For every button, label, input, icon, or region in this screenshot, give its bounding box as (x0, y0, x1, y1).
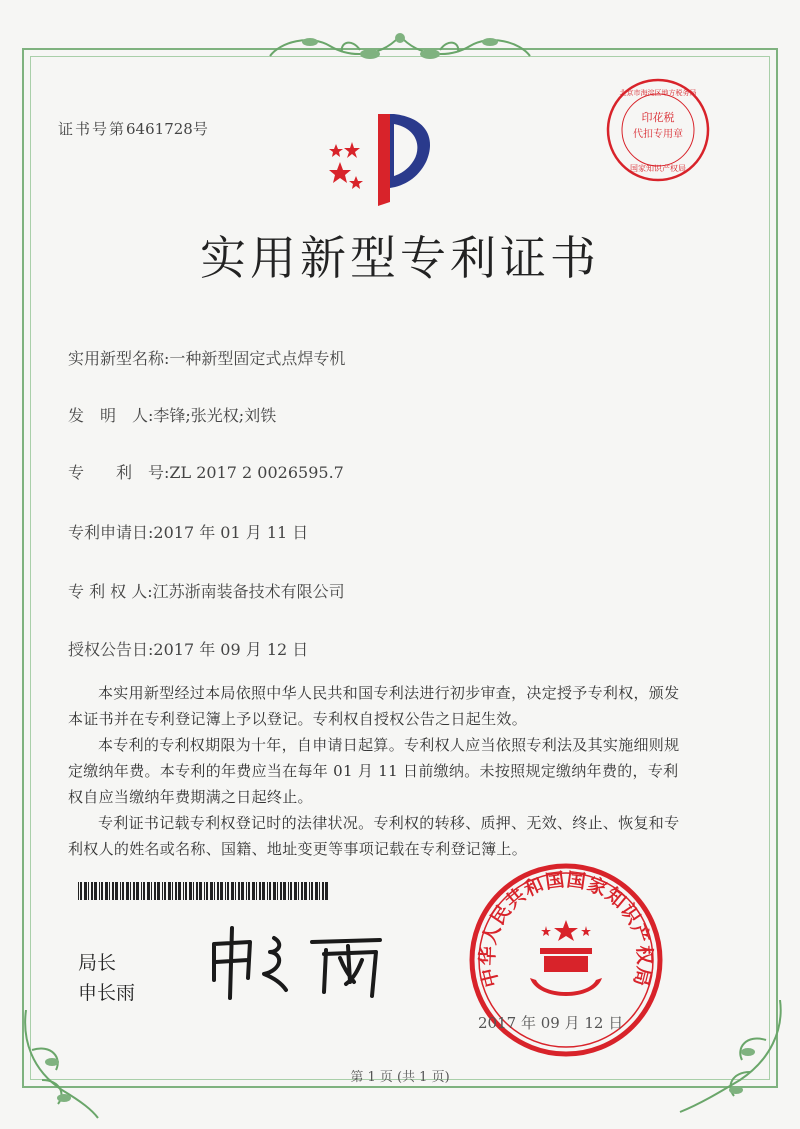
barcode-bar (259, 882, 261, 900)
barcode-bar (231, 882, 234, 900)
director-name: 申长雨 (78, 982, 136, 1004)
stamp-duty-seal-line1: 印花税 (641, 111, 675, 124)
barcode-bar (193, 882, 194, 900)
barcode-bar (241, 882, 244, 900)
barcode-bar (126, 882, 129, 900)
field-patent-number (68, 460, 344, 483)
certificate-number (58, 118, 210, 139)
barcode-bar (280, 882, 282, 900)
barcode-bar (175, 882, 177, 900)
barcode-bar (88, 882, 89, 900)
barcode-bar (122, 882, 124, 900)
barcode-bar (256, 882, 257, 900)
body-paragraph: 本实用新型经过本局依照中华人民共和国专利法进行初步审查，决定授予专利权，颁发本证书并在专利登记簿上予以登记。专利权自授权公告之日起生效。 (68, 684, 680, 728)
barcode-bar (248, 882, 250, 900)
body-paragraph: 专利证书记载专利权登记时的法律状况。专利权的转移、质押、无效、终止、恢复和专利权人的姓名或名称、国籍、地址变更等事项记载在专利登记簿上。 (68, 814, 680, 858)
field-label: 专 利 权 人: (68, 582, 153, 601)
barcode-bar (157, 882, 160, 900)
field-value: 江苏浙南装备技术有限公司 (152, 582, 345, 601)
page-number: 第 1 页 (共 1 页) (350, 1070, 450, 1085)
barcode-bar (154, 882, 156, 900)
barcode-bar (133, 882, 135, 900)
barcode-bar (143, 882, 145, 900)
certificate-title: 实用新型专利证书 (200, 231, 600, 285)
barcode-bar (112, 882, 114, 900)
barcode-bar (120, 882, 121, 900)
certificate-number-suffix: 号 (192, 120, 210, 138)
barcode-bar (206, 882, 208, 900)
certificate-number-label: 证书号第 (58, 120, 127, 138)
barcode-bar (220, 882, 223, 900)
barcode-bar (304, 882, 307, 900)
cnipa-seal-text: 中华人民共和国国家知识产权局 (476, 868, 656, 990)
barcode-bar (217, 882, 219, 900)
barcode-bar (210, 882, 213, 900)
field-value: 2017 年 09 月 12 日 (153, 640, 309, 659)
barcode-bar (252, 882, 255, 900)
field-label: 实用新型名称: (68, 349, 170, 368)
field-value: ZL 2017 2 0026595.7 (169, 463, 344, 482)
field-value: 李锋;张光权;刘铁 (153, 406, 277, 425)
director-title: 局长 (78, 952, 117, 974)
barcode-bar (227, 882, 229, 900)
top-ornament (250, 28, 550, 72)
barcode-bar (269, 882, 271, 900)
field-value: 2017 年 01 月 11 日 (153, 523, 309, 542)
barcode-bar (172, 882, 173, 900)
barcode-bar (84, 882, 87, 900)
barcode-bar (168, 882, 171, 900)
barcode-bar (141, 882, 142, 900)
field-grant-date (68, 637, 308, 660)
barcode-bar (238, 882, 240, 900)
barcode-bar (196, 882, 198, 900)
bottom-left-ornament (12, 1010, 102, 1120)
barcode-bar (183, 882, 184, 900)
barcode-bar (78, 882, 79, 900)
barcode-bar (309, 882, 310, 900)
field-application-date (68, 520, 308, 543)
barcode-bar (246, 882, 247, 900)
barcode-bar (91, 882, 93, 900)
barcode-bar (301, 882, 303, 900)
certificate-number-value: 6461728 (126, 120, 193, 138)
field-inventors (68, 403, 276, 426)
barcode-bar (262, 882, 265, 900)
barcode-bar (101, 882, 103, 900)
field-label: 专 利 号: (68, 463, 170, 482)
barcode-bar (162, 882, 163, 900)
barcode-bar (267, 882, 268, 900)
barcode-bar (109, 882, 110, 900)
barcode-bar (290, 882, 292, 900)
barcode-bar (283, 882, 286, 900)
barcode-bar (189, 882, 192, 900)
barcode (78, 882, 328, 900)
barcode-bar (151, 882, 152, 900)
barcode-bar (322, 882, 324, 900)
body-paragraph: 本专利的专利权期限为十年，自申请日起算。专利权人应当依照专利法及其实施细则规定缴纳年费。本专利的年费应当在每年 01 月 11 日前缴纳。未按照规定缴纳年费的，专利权自应当缴纳年费期满之日起终止。 (68, 736, 680, 806)
barcode-bar (94, 882, 97, 900)
bottom-right-ornament (660, 1000, 790, 1120)
stamp-duty-seal (603, 75, 713, 185)
stamp-duty-seal-outer-text: 北京市海淀区地方税务局 (619, 89, 697, 97)
field-label: 授权公告日: (68, 640, 154, 659)
field-utility-model-name (68, 346, 345, 369)
stamp-duty-seal-line2: 代扣专用章 (633, 129, 683, 140)
barcode-bar (288, 882, 289, 900)
barcode-bar (204, 882, 205, 900)
barcode-bar (214, 882, 215, 900)
barcode-bar (199, 882, 202, 900)
certificate-body (68, 680, 686, 862)
barcode-bar (277, 882, 278, 900)
barcode-bar (185, 882, 187, 900)
barcode-bar (178, 882, 181, 900)
stamp-duty-seal-bottom-text: 国家知识产权局 (630, 164, 686, 173)
barcode-bar (99, 882, 100, 900)
barcode-bar (147, 882, 150, 900)
barcode-bar (225, 882, 226, 900)
patent-office-emblem (318, 110, 448, 210)
barcode-bar (80, 882, 82, 900)
barcode-bar (325, 882, 328, 900)
field-label: 专利申请日: (68, 523, 154, 542)
barcode-bar (294, 882, 297, 900)
field-value: 一种新型固定式点焊专机 (169, 349, 346, 368)
barcode-bar (311, 882, 313, 900)
field-label: 发 明 人: (68, 406, 154, 425)
barcode-bar (273, 882, 276, 900)
director-signature (200, 922, 400, 1002)
barcode-bar (136, 882, 139, 900)
barcode-bar (298, 882, 299, 900)
seal-date: 2017 年 09 月 12 日 (478, 1014, 624, 1032)
barcode-bar (105, 882, 108, 900)
barcode-bar (164, 882, 166, 900)
barcode-bar (315, 882, 318, 900)
barcode-bar (319, 882, 320, 900)
barcode-bar (130, 882, 131, 900)
barcode-bar (115, 882, 118, 900)
barcode-bar (235, 882, 236, 900)
field-patentee (68, 579, 345, 602)
